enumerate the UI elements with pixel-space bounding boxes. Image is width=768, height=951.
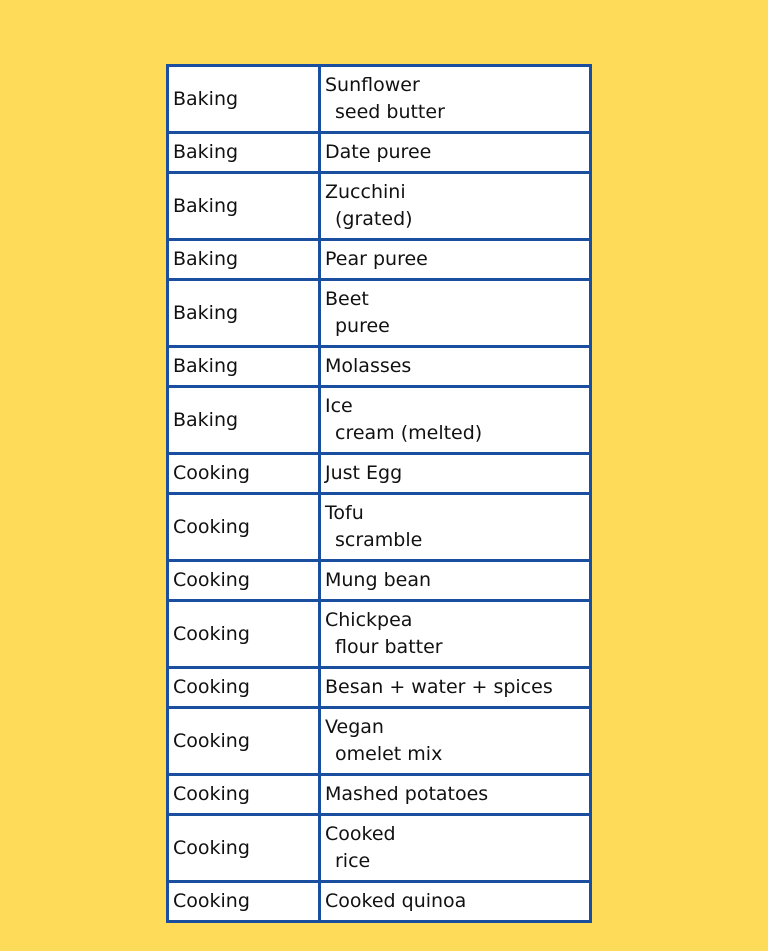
category-cell: Baking — [168, 240, 320, 280]
table-row — [168, 66, 591, 133]
category-cell: Cooking — [168, 708, 320, 775]
item-line-2: puree — [335, 315, 390, 337]
category-cell: Cooking — [168, 561, 320, 601]
item-cell — [320, 815, 591, 882]
table-row — [168, 240, 591, 280]
table-row — [168, 454, 591, 494]
item-cell — [320, 66, 591, 133]
item-line-1: Cooked quinoa — [325, 890, 467, 912]
item-cell — [320, 601, 591, 668]
item-line-2: rice — [335, 850, 371, 872]
table-row — [168, 668, 591, 708]
item-line-1: Sunflower — [325, 74, 420, 96]
item-line-1: Mung bean — [325, 569, 432, 591]
item-cell — [320, 280, 591, 347]
item-cell — [320, 387, 591, 454]
category-cell: Cooking — [168, 454, 320, 494]
item-line-2: omelet mix — [335, 743, 443, 765]
category-cell: Cooking — [168, 882, 320, 922]
table-row — [168, 387, 591, 454]
item-line-1: Date puree — [325, 141, 432, 163]
item-cell — [320, 494, 591, 561]
item-line-1: Zucchini — [325, 181, 406, 203]
category-cell: Cooking — [168, 601, 320, 668]
item-line-2: (grated) — [335, 208, 413, 230]
table-row — [168, 601, 591, 668]
category-cell: Cooking — [168, 494, 320, 561]
item-line-1: Chickpea — [325, 609, 413, 631]
table-row — [168, 882, 591, 922]
item-line-2: scramble — [335, 529, 423, 551]
item-cell — [320, 133, 591, 173]
category-cell: Baking — [168, 173, 320, 240]
category-cell: Cooking — [168, 815, 320, 882]
item-cell — [320, 347, 591, 387]
item-line-2: cream (melted) — [335, 422, 483, 444]
category-cell: Baking — [168, 387, 320, 454]
category-cell: Baking — [168, 347, 320, 387]
item-line-1: Vegan — [325, 716, 384, 738]
category-cell: Baking — [168, 133, 320, 173]
item-line-1: Besan + water + spices — [325, 676, 553, 698]
category-cell: Baking — [168, 66, 320, 133]
item-line-1: Beet — [325, 288, 369, 310]
item-cell — [320, 240, 591, 280]
item-cell — [320, 668, 591, 708]
substitutes-table — [166, 64, 592, 923]
table-row — [168, 815, 591, 882]
table-row — [168, 347, 591, 387]
item-cell — [320, 173, 591, 240]
item-line-2: seed butter — [335, 101, 445, 123]
item-line-2: flour batter — [335, 636, 443, 658]
item-cell — [320, 708, 591, 775]
item-cell — [320, 775, 591, 815]
item-cell — [320, 882, 591, 922]
item-line-1: Tofu — [325, 502, 364, 524]
table-row — [168, 708, 591, 775]
item-line-1: Ice — [325, 395, 353, 417]
table-row — [168, 280, 591, 347]
category-cell: Cooking — [168, 668, 320, 708]
category-cell: Cooking — [168, 775, 320, 815]
item-line-1: Cooked — [325, 823, 396, 845]
table-row — [168, 494, 591, 561]
item-line-1: Mashed potatoes — [325, 783, 489, 805]
item-line-1: Molasses — [325, 355, 412, 377]
item-cell — [320, 561, 591, 601]
table-row — [168, 775, 591, 815]
table-row — [168, 561, 591, 601]
table-row — [168, 173, 591, 240]
item-line-1: Just Egg — [325, 462, 403, 484]
table-row — [168, 133, 591, 173]
item-line-1: Pear puree — [325, 248, 428, 270]
item-cell — [320, 454, 591, 494]
category-cell: Baking — [168, 280, 320, 347]
